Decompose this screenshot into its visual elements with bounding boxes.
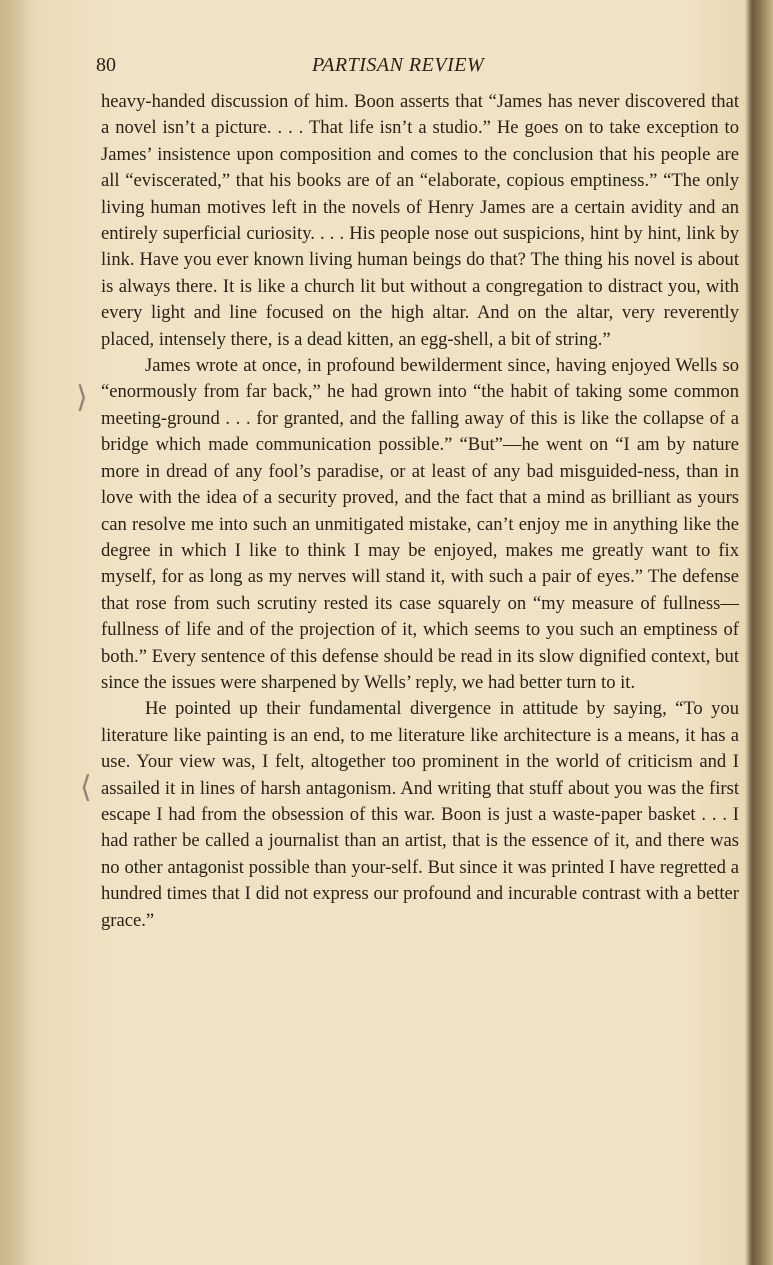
page-number: 80 — [96, 54, 116, 76]
page-header — [96, 50, 740, 86]
paragraph-1: heavy-handed discussion of him. Boon asserts that “James has never discovered that a novel isn’t a picture. . . . That life isn’t a studio.” He goes on to take exception to James’ insistence upon composition and comes to the conclusion that his people are all “eviscerated,” that his books are of an “elaborate, copious emptiness.” “The only living human motives left in the novels of Henry James are a certain avidity and an entirely superficial curiosity. . . . His people nose out suspicions, hint by hint, link by link. Have you ever known living human beings do that? The thing his novel is about is always there. It is like a church lit but without a congregation to distract you, with every light and line focused on the high altar. And on the altar, very reverently placed, intensely there, is a dead kitten, an egg-shell, a bit of string.” — [101, 91, 739, 350]
body-text — [101, 89, 739, 934]
running-head: PARTISAN REVIEW — [312, 54, 485, 76]
gutter-shadow — [0, 0, 30, 1265]
paragraph-3: He pointed up their fundamental divergence in attitude by saying, “To you literature like painting is an end, to me literature like architecture is a means, it has a use. Your view was, I felt, altogether too prominent in the world of criticism and I assailed it in lines of harsh antagonism. And writing that stuff about you was the first escape I had from the obsession of this war. Boon is just a waste-paper basket . . . I had rather be called a journalist than an artist, that is the essence of it, and there was no other antagonist possible than your-self. But since it was printed I have regretted a hundred times that I did not express our profound and incurable contrast with a better grace.” — [101, 698, 739, 931]
margin-pencil-bracket: ⟨ — [80, 770, 92, 805]
paragraph-2: James wrote at once, in profound bewilderment since, having enjoyed Wells so “enormously from far back,” he had grown into “the habit of taking some common meeting-ground . . . for granted, and the falling away of this is like the collapse of a bridge which made communication possible.” “But”—he went on “I am by nature more in dread of any fool’s paradise, or at least of any bad misguided-ness, than in love with the idea of a security proved, and the fact that a mind as brilliant as yours can resolve me into such an unmitigated mistake, can’t enjoy me in anything like the degree in which I like to think I may be enjoyed, makes me greatly want to fix myself, for as long as my nerves will stand it, with such a pair of eyes.” The defense that rose from such scrutiny rested its case squarely on “my measure of fullness—fullness of life and of the projection of it, which seems to you such an emptiness of both.” Every sentence of this defense should be read in its slow dignified context, but since the issues were sharpened by Wells’ reply, we had better turn to it. — [101, 355, 739, 693]
margin-pencil-mark: ⟩ — [76, 380, 88, 415]
